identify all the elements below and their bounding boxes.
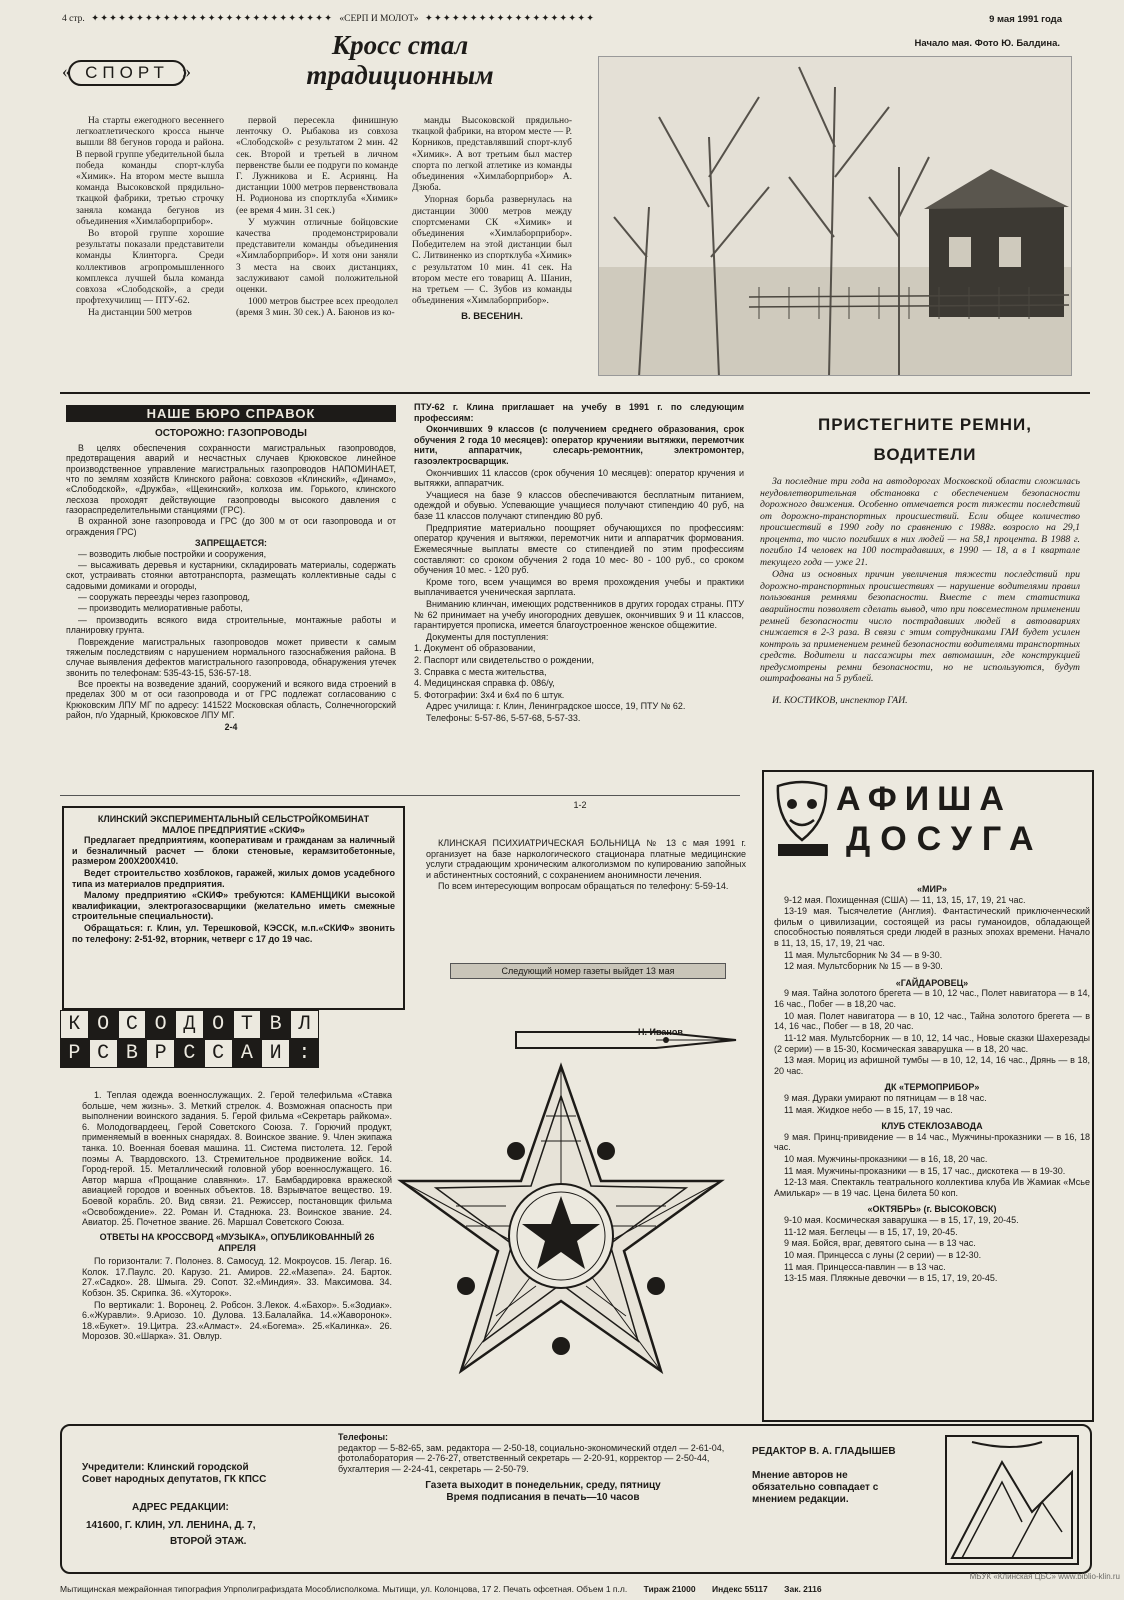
section-divider: [60, 392, 1090, 394]
bureau-article: [66, 428, 396, 732]
paragraph: манды Высоковской прядильно-ткацкой фабрики, на втором месте — Р. Корников, представлявший спорт-клуб «Химик». А вот третьим был мастер спорта по легкой атлетике из команды объединения «Химлаборприбор» А. Дзюба.: [412, 116, 572, 194]
phones-list: редактор — 5-82-65, зам. редактора — 2-50-18, социально-экономический отдел — 2-61-04, фотолаборатория — 2-76-27, ответственный секретарь — 2-20-91, корректор — 2-50-44, бухгалтерия — 2-24-41, секретарь — 2-50-79.: [338, 1442, 725, 1474]
crossword-clues: [82, 1090, 392, 1343]
ad-mark: 1-2: [573, 800, 587, 810]
publication-schedule: Газета выходит в понедельник, среду, пятницу: [425, 1480, 661, 1492]
listing-line: 10 мая. Принцесса с луны (2 серии) — в 12-30.: [784, 1249, 982, 1260]
listing-line: 13-19 мая. Тысячелетие (Англия). Фантастический приключенческий фильм о цивилизации, состоящей из расы гуманоидов, обладающей способностью появляться среди людей в разных эпохах времени. Начало в 11, 13, 15, 17, 19, 21 час.: [774, 906, 1090, 949]
listing-line: 13-15 мая. Пляжные девочки — в 15, 17, 19, 20-45.: [784, 1273, 998, 1284]
listing-line: 11 мая. Принцесса-павлин — в 13 час.: [784, 1261, 946, 1272]
article-title: [270, 30, 530, 90]
bureau-heading: НАШЕ БЮРО СПРАВОК: [66, 405, 396, 422]
listing-line: 9 мая. Принц-привидение — в 14 час., Мужчины-проказники — в 16, 18 час.: [774, 1131, 1090, 1153]
list-item: 3. Справка с места жительства,: [414, 666, 547, 677]
paragraph: Предлагает предприятиям, кооперативам и гражданам за наличный и безналичный расчет — блоки стеновые, керамзитобетонные, размером 200Х200Х410.: [72, 835, 395, 867]
paragraph: Предприятие материально поощряет обучающихся по профессиям: оператор кручения и вытяжки, перемотчик нити и аппаратчик формования. Ежемесячные выплаты вместе со стипендией по этим профессиям составляют: со сроком обучения 2 года 10 мес- 80 - 100 руб., со сроком обучения 10 мес. - 120 руб.: [414, 522, 744, 576]
crossword-letter-cell: С: [118, 1010, 147, 1039]
crossword-letter-cell: Р: [60, 1039, 89, 1068]
paragraph: Ведет строительство хозблоков, гаражей, жилых домов усадебного типа из материалов предприятия.: [72, 868, 395, 889]
list-item: 2. Паспорт или свидетельство о рождении,: [414, 655, 595, 666]
paragraph: В охранной зоне газопровода и ГРС (до 300 м от оси газопровода и от ограждения ГРС): [66, 516, 396, 537]
phones-block: [338, 1432, 748, 1504]
paragraph: За последние три года на автодорогах Московской области сложилась неудовлетворительная обстановка с обеспечением безопасности дорожного движения. Особенно отмечается рост тяжести последствий от дорожно-транспортных происшествий. Если общее количество происшествий в 1990 году по сравнению с 1988г. возросло на 29,1 процента, то число погибших в них людей — на 58,1 процента. В 1988 г. погибло 14 человек на 100 пострадавших, в 1990 — 18, а в 1 квартале текущего года — уже 21.: [760, 476, 1080, 568]
list-item: — сооружать переезды через газопровод,: [78, 592, 250, 603]
photo-image: [599, 57, 1072, 376]
venue-name: «ОКТЯБРЬ» (г. ВЫСОКОВСК): [867, 1204, 997, 1215]
paragraph: ПТУ-62 г. Клина приглашает на учебу в 1991 г. по следующим профессиям:: [414, 402, 744, 423]
listing-line: 10 мая. Мужчины-проказники — в 16, 18, 20 час.: [784, 1154, 988, 1165]
issue-date: 9 мая 1991 года: [989, 14, 1062, 25]
paragraph: Малому предприятию «СКИФ» требуются: КАМЕНЩИКИ высокой квалификации, электрогазосварщики (желательно иметь смежные строительные специальности).: [72, 890, 395, 922]
bureau-subheading: ОСТОРОЖНО: ГАЗОПРОВОДЫ: [155, 428, 307, 439]
crossword-letter-cell: Т: [233, 1010, 262, 1039]
listing-line: 12-13 мая. Спектакль театрального коллектива клуба Ив Жамиак «Мсье Амилькар» — в 19 час. Цена билета 50 коп.: [774, 1177, 1090, 1198]
listing-line: 9-10 мая. Космическая заварушка — в 15, 17, 19, 20-45.: [784, 1215, 1019, 1226]
listing-line: 11 мая. Жидкое небо — в 15, 17, 19 час.: [784, 1104, 953, 1115]
title-line: ВОДИТЕЛИ: [873, 445, 977, 464]
title-line: ПРИСТЕГНИТЕ РЕМНИ,: [818, 415, 1032, 434]
address-line: ВТОРОЙ ЭТАЖ.: [170, 1535, 247, 1547]
address-title: АДРЕС РЕДАКЦИИ:: [132, 1502, 229, 1513]
printer-imprint: [60, 1584, 1120, 1594]
belts-article: [760, 476, 1080, 707]
ptu-ad: [414, 402, 744, 725]
hospital-ad: [426, 838, 746, 893]
newspaper-name: «СЕРП И МОЛОТ»: [339, 14, 419, 24]
paragraph: По всем интересующим вопросам обращаться по телефону: 5-59-14.: [438, 881, 729, 892]
crossword-letter-cell: О: [146, 1010, 175, 1039]
paragraph: Упорная борьба развернулась на дистанции 3000 метров между спортсменами СК «Химик» и объединения «Химлаборприбор». Победителем на этой дистанции был С. Литвиненко из спортклуба «Химик» с результатом 10 мин. 41 сек. На втором месте его товарищ А. Шанин, на третьем — С. Зубов из команды объединения «Химлаборприбор».: [412, 195, 572, 307]
divider: [60, 795, 740, 796]
paragraph: 1. Теплая одежда военнослужащих. 2. Герой телефильма «Ставка больше, чем жизнь». 3. Меткий стрелок. 4. Возможная опасность при выполнении воинского задания. 5. Герой фильма «Секретарь райкома». 6. Молодогвардеец, Герой Советского Союза. 7. Горючий продукт, применяемый в военных снарядах. 8. Воинское звание. 9. Член экипажа танка. 10. Военная боевая машина. 11. Система пистолета. 12. Герой поэмы А. Твардовского. 13. Стремительное продвижение войск. 14. Город-герой. 15. Металлический головной убор военнослужащего. 16. Автор марша «Прощание славянки». 17. Бамбардировка вражеской авиацией городов и военных объектов. 18. Взрывчатое вещество. 19. Боевой корабль. 20. Вид связи. 21. Режиссер, постановщик фильма «Освобождение». 22. Роман И. Стаднюка. 23. Воинское звание. 24. Авиатор. 25. Почетное звание. 26. Маршал Советского Союза.: [82, 1090, 392, 1228]
page-header: [62, 14, 1062, 28]
afisha-title: АФИША: [836, 780, 1012, 818]
ad-subtitle: МАЛОЕ ПРЕДПРИЯТИЕ «СКИФ»: [162, 824, 305, 835]
order-number: Зак. 2116: [784, 1584, 822, 1594]
decorative-stars: ✦✦✦✦✦✦✦✦✦✦✦✦✦✦✦✦✦✦✦✦✦✦✦✦✦✦✦: [91, 14, 334, 24]
ad-title: КЛИНСКИЙ ЭКСПЕРИМЕНТАЛЬНЫЙ СЕЛЬСТРОЙКОМБИНАТ: [97, 814, 370, 824]
afisha-box: [762, 770, 1094, 1422]
afisha-listings: [774, 878, 1090, 1285]
article-author: И. КОСТИКОВ, инспектор ГАИ.: [772, 694, 908, 706]
page-number: 4 стр.: [62, 14, 85, 24]
paragraph: Обращаться: г. Клин, ул. Терешковой, КЭССК, м.п.«СКИФ» звонить по телефону: 2-51-92, вторник, четверг с 17 до 19 час.: [72, 923, 395, 944]
crossword-star-grid: [396, 1056, 726, 1406]
title-line: традиционным: [306, 60, 494, 90]
crossword-author: Н. Иванов: [638, 1027, 683, 1037]
photo-caption: Начало мая. Фото Ю. Балдина.: [914, 38, 1060, 49]
paragraph: По горизонтали: 7. Полонез. 8. Самосуд. 12. Мокроусов. 15. Легар. 16. Колок. 17.Паулс. 20. Карузо. 21. Амиров. 22.«Мазепа». 24. Барток. 27.«Садко». 28. Шмыга. 29. Сопот. 32.«Миндия». 33. Максимова. 34. Кобзон. 35. Скрипка. 36. «Хуторок».: [82, 1256, 392, 1298]
list-item: 1. Документ об образовании,: [414, 643, 536, 654]
founder-line: Совет народных депутатов, ГК КПСС: [82, 1473, 267, 1485]
listing-line: 9 мая. Тайна золотого брегета — в 10, 12 час., Полет навигатора — в 14, 16 час., Побег — в 18,20 час.: [774, 988, 1090, 1010]
paragraph: первой пересекла финишную ленточку О. Рыбакова из совхоза «Слободской» с результатом 2 мин. 42 сек. Второй и третьей в личном первенстве были ее подруги по команде Г. Лужникова и Е. Асриянц. На дистанции 1000 метров первенствовала Н. Родионова из спортклуба «Химик» (ее время 4 мин. 31 сек.): [236, 116, 398, 216]
paragraph: Адрес училища: г. Клин, Ленинградское шоссе, 19, ПТУ № 62.: [426, 701, 686, 712]
paragraph: Окончивших 9 классов (с получением среднего образования, срок обучения 2 года 10 месяцев): оператор крученияи вытяжки, перемотчик нити, аппаратчик, слесарь-ремонтник, электромонтер, газоэлектросварщик.: [414, 424, 744, 467]
section-badge-sport: СПОРТ: [68, 60, 186, 86]
paragraph: Кроме того, всем учащимся во время прохождения учебы и практики выплачивается ученическая зарплата.: [414, 576, 744, 598]
crossword-letter-cell: :: [290, 1039, 319, 1068]
paragraph: На старты ежегодного весеннего легкоатлетического кросса нынче вышли 88 бегунов города и района. В первой группе убедительной была победа команды спорт-клуба «Химик». На втором месте вышла команда Высоковской прядильно-ткацкой фабрики, третью строчку заняла команда бегунов из объединения «Химлаборприбор».: [76, 116, 224, 227]
paragraph: Окончивших 11 классов (срок обучения 10 месяцев): оператор кручения и вытяжки, аппаратчик.: [414, 467, 744, 489]
venue-name: «ГАЙДАРОВЕЦ»: [895, 977, 969, 988]
listing-line: 12 мая. Мультсборник № 15 — в 9-30.: [784, 961, 943, 972]
paragraph: Учащиеся на базе 9 классов обеспечиваются бесплатным питанием, одеждой и обувью. Успевающие учащиеся получают стипендию 40 руб, на базе 11 классов получают стипендию 80 руб.: [414, 489, 744, 522]
venue-name: «МИР»: [917, 884, 947, 894]
list-item: 5. Фотографии: 3х4 и 6х4 по 6 штук.: [414, 689, 565, 700]
list-item: 4. Медицинская справка ф. 086/у,: [414, 678, 555, 689]
kombinat-ad: [62, 806, 405, 1010]
venue-name: КЛУБ СТЕКЛОЗАВОДА: [881, 1121, 983, 1132]
decorative-stars: ✦✦✦✦✦✦✦✦✦✦✦✦✦✦✦✦✦✦✦: [424, 14, 596, 24]
crossword-letter-cell: К: [60, 1010, 89, 1039]
crossword-letter-cell: А: [233, 1039, 262, 1068]
crossword-letter-cell: О: [89, 1010, 118, 1039]
belts-title: [765, 410, 1085, 470]
article-column: [236, 116, 398, 321]
listing-line: 10 мая. Полет навигатора — в 10, 12 час., Тайна золотого брегета — в 14, 16 час., Побег — в 18, 20 час.: [774, 1010, 1090, 1032]
paragraph: По вертикали: 1. Воронец. 2. Робсон. 3.Лекок. 4.«Бахор». 5.«Зодиак». 6.«Журавли». 9.Ариозо. 10. Дулова. 13.Балалайка. 14.«Жаворонок». 18.«Букет». 19.Цитра. 23.«Алмаст». 24.«Богема». 25.«Калинка». 26. Морозов. 30.«Шарка». 31. Овлур.: [82, 1299, 392, 1342]
theater-masks-icon: [772, 780, 834, 860]
landscape-photo: [598, 56, 1072, 376]
circulation: Тираж 21000: [643, 1584, 696, 1594]
founder-line: Учредители: Клинский городской: [82, 1462, 249, 1473]
listing-line: 9 мая. Бойся, враг, девятого сына — в 13 час.: [784, 1238, 976, 1249]
paragraph: Во второй группе хорошие результаты показали представители команды Клинторга. Среди коллективов агропромышленного комплекса лучшей была команда совхоза «Слободской», а среди профтехучилищ — ПТУ-62.: [76, 229, 224, 307]
library-stamp: МБУК «Клинская ЦБС» www.biblio-klin.ru: [969, 1572, 1120, 1581]
address: [86, 1502, 326, 1547]
paragraph: КЛИНСКАЯ ПСИХИАТРИЧЕСКАЯ БОЛЬНИЦА № 13 с мая 1991 г. организует на базе наркологического стационара платные медицинские услуги страдающим хроническим алкоголизмом по купированию запойных и абстинентных состояний, с сохранением анонимности лечения.: [426, 838, 746, 880]
founder: [82, 1462, 322, 1486]
next-issue-notice: Следующий номер газеты выйдет 13 мая: [450, 963, 726, 979]
editor: РЕДАКТОР В. А. ГЛАДЫШЕВ: [752, 1446, 896, 1457]
title-line: Кросс стал: [331, 30, 469, 60]
disclaimer: Мнение авторов не обязательно совпадает с мнением редакции.: [752, 1470, 879, 1505]
crossword-letter-cell: И: [261, 1039, 290, 1068]
article-column: [76, 116, 224, 321]
listing-line: 13 мая. Моpиц из афишной тумбы — в 10, 12, 14, 16 час., Дрянь — в 18, 20 час.: [774, 1055, 1090, 1076]
newspaper-imprint: [60, 1424, 1092, 1574]
crossword-letter-cell: С: [204, 1039, 233, 1068]
chevron-right-icon: »: [182, 61, 191, 81]
listing-line: 11 мая. Мужчины-проказники — в 15, 17 час., дискотека — в 19-30.: [784, 1165, 1066, 1176]
list-item: — производить всякого вида строительные, монтажные работы и планировку грунта.: [66, 614, 396, 636]
answers-title: ОТВЕТЫ НА КРОССВОРД «МУЗЫКА», ОПУБЛИКОВАННЫЙ 26 АПРЕЛЯ: [99, 1231, 375, 1253]
venue-name: ДК «ТЕРМОПРИБОР»: [884, 1082, 980, 1093]
crossword-row: [60, 1010, 520, 1039]
article-column: [412, 116, 572, 324]
crossword-letter-cell: С: [89, 1039, 118, 1068]
paragraph: Одна из основных причин увеличения тяжести последствий при дорожно-транспортных происшествиях — нарушение водителями правил пользования ремнями безопасности. Вместе с тем статистика аварийности позволяет сделать вывод, что при повсеместном применении ремней безопасности число пострадавших людей в автоавариях снижается в 2-3 раза. В связи с этим сотрудниками ГАИ будет усилен контроль за применением ремней безопасности водителями транспортных средств. Водители и пассажиры тех автомашин, где конструкцией предусмотрены ремни безопасности, но не используются, будут оштрафованы на 5 рублей.: [760, 569, 1080, 685]
list-item: — производить мелиоративные работы,: [78, 603, 243, 614]
printer-info: Мытищинская межрайонная типография Упрполиграфиздата Мособлисполкома. Мытищи, ул. Колонцова, 17 2. Печать офсетная. Объем 1 п.л.: [60, 1584, 628, 1594]
article-author: В. ВЕСЕНИН.: [461, 311, 523, 323]
crossword-letter-cell: Р: [146, 1039, 175, 1068]
paragraph: Все проекты на возведение зданий, сооружений и всякого вида строений в пределах 300 м от оси газопровода и от ГРС подлежат согласованию с Крюковским ЛПУ МГ по адресу: 141522 Московская область, Солнечногорский район, п/о Ударный, Крюковское ЛПУ МГ.: [66, 679, 396, 721]
subscription-index: Индекс 55117: [712, 1584, 768, 1594]
listing-line: 9-12 мая. Похищенная (США) — 11, 13, 15, 17, 19, 21 час.: [784, 894, 1026, 905]
crossword-letter-cell: Д: [175, 1010, 204, 1039]
crossword-letter-cell: Л: [290, 1010, 319, 1039]
list-item: — возводить любые постройки и сооружения,: [78, 548, 267, 559]
paragraph: В целях обеспечения сохранности магистральных газопроводов, предотвращения аварий и несчастных случаев Крюковское линейное производственное управление магистральных газопроводов НАПОМИНАЕТ, что по землям хозяйств Клинского района: совхозов «Клинский», «Динамо», «Слободской», «Дружба», «Щекинский», колхоза им. Горького, клинского лесхоза проходят действующие газопроводы высокого давления с газораспределительными станциями (ГРС).: [66, 442, 396, 516]
phones-title: Телефоны:: [338, 1432, 389, 1442]
paragraph: Вниманию клинчан, имеющих родственников в других городах страны. ПТУ № 62 принимает на учебу иногородних девушек, окончивших 9 и 11 классов, гарантируется прописка, имеется благоустроенное женское общежитие.: [414, 598, 744, 631]
crossword-letter-cell: О: [204, 1010, 233, 1039]
chevron-left-icon: «: [62, 61, 71, 81]
signing-time: Время подписания в печать—10 часов: [446, 1492, 640, 1504]
list-item: — высаживать деревья и кустарники, складировать материалы, содержать скот, устраивать стоянки автотранспорта, размещать коллективные сады с садовыми домиками и огороды,: [66, 559, 396, 591]
afisha-subtitle: ДОСУГА: [846, 820, 1044, 858]
paragraph: Документы для поступления:: [426, 631, 549, 642]
paragraph: 1000 метров быстрее всех преодолел (время 3 мин. 30 сек.) А. Баюнов из ко-: [236, 297, 398, 319]
listing-line: 11-12 мая. Беглецы — в 15, 17, 19, 20-45.: [784, 1226, 958, 1237]
address-line: 141600, Г. КЛИН, УЛ. ЛЕНИНА, Д. 7,: [86, 1519, 256, 1531]
paragraph: Телефоны: 5-57-86, 5-57-68, 5-57-33.: [426, 713, 581, 724]
paragraph: Повреждение магистральных газопроводов может привести к самым тяжелым последствиям с нарушением нормального газоснабжения района. В случае выявления дефектов магистрального газопровода, обнаружения утечек звонить по телефонам: 535-43-15, 536-57-18.: [66, 636, 396, 678]
listing-line: 9 мая. Дураки умирают по пятницам — в 18 час.: [784, 1092, 987, 1103]
crossword-letter-cell: С: [175, 1039, 204, 1068]
crossword-letter-cell: В: [118, 1039, 147, 1068]
paragraph: На дистанции 500 метров: [88, 308, 192, 319]
listing-line: 11-12 мая. Мультсборник — в 10, 12, 14 час., Новые сказки Шахерезады (2 серии) — в 15-30, Космическая заварушка — в 18, 20 час.: [774, 1032, 1090, 1054]
crossword-letter-cell: В: [261, 1010, 290, 1039]
newspaper-emblem-icon: [942, 1432, 1082, 1568]
ad-mark: 2-4: [224, 721, 238, 732]
paragraph: У мужчин отличные бойцовские качества продемонстрировали представители команды объединения «Химлаборприбор». И хотя они заняли 3 места на своих дистанциях, заслуживают самой положительной оценки.: [236, 217, 398, 296]
listing-line: 11 мая. Мультсборник № 34 — в 9-30.: [784, 949, 943, 960]
forbidden-label: ЗАПРЕЩАЕТСЯ:: [195, 538, 267, 549]
